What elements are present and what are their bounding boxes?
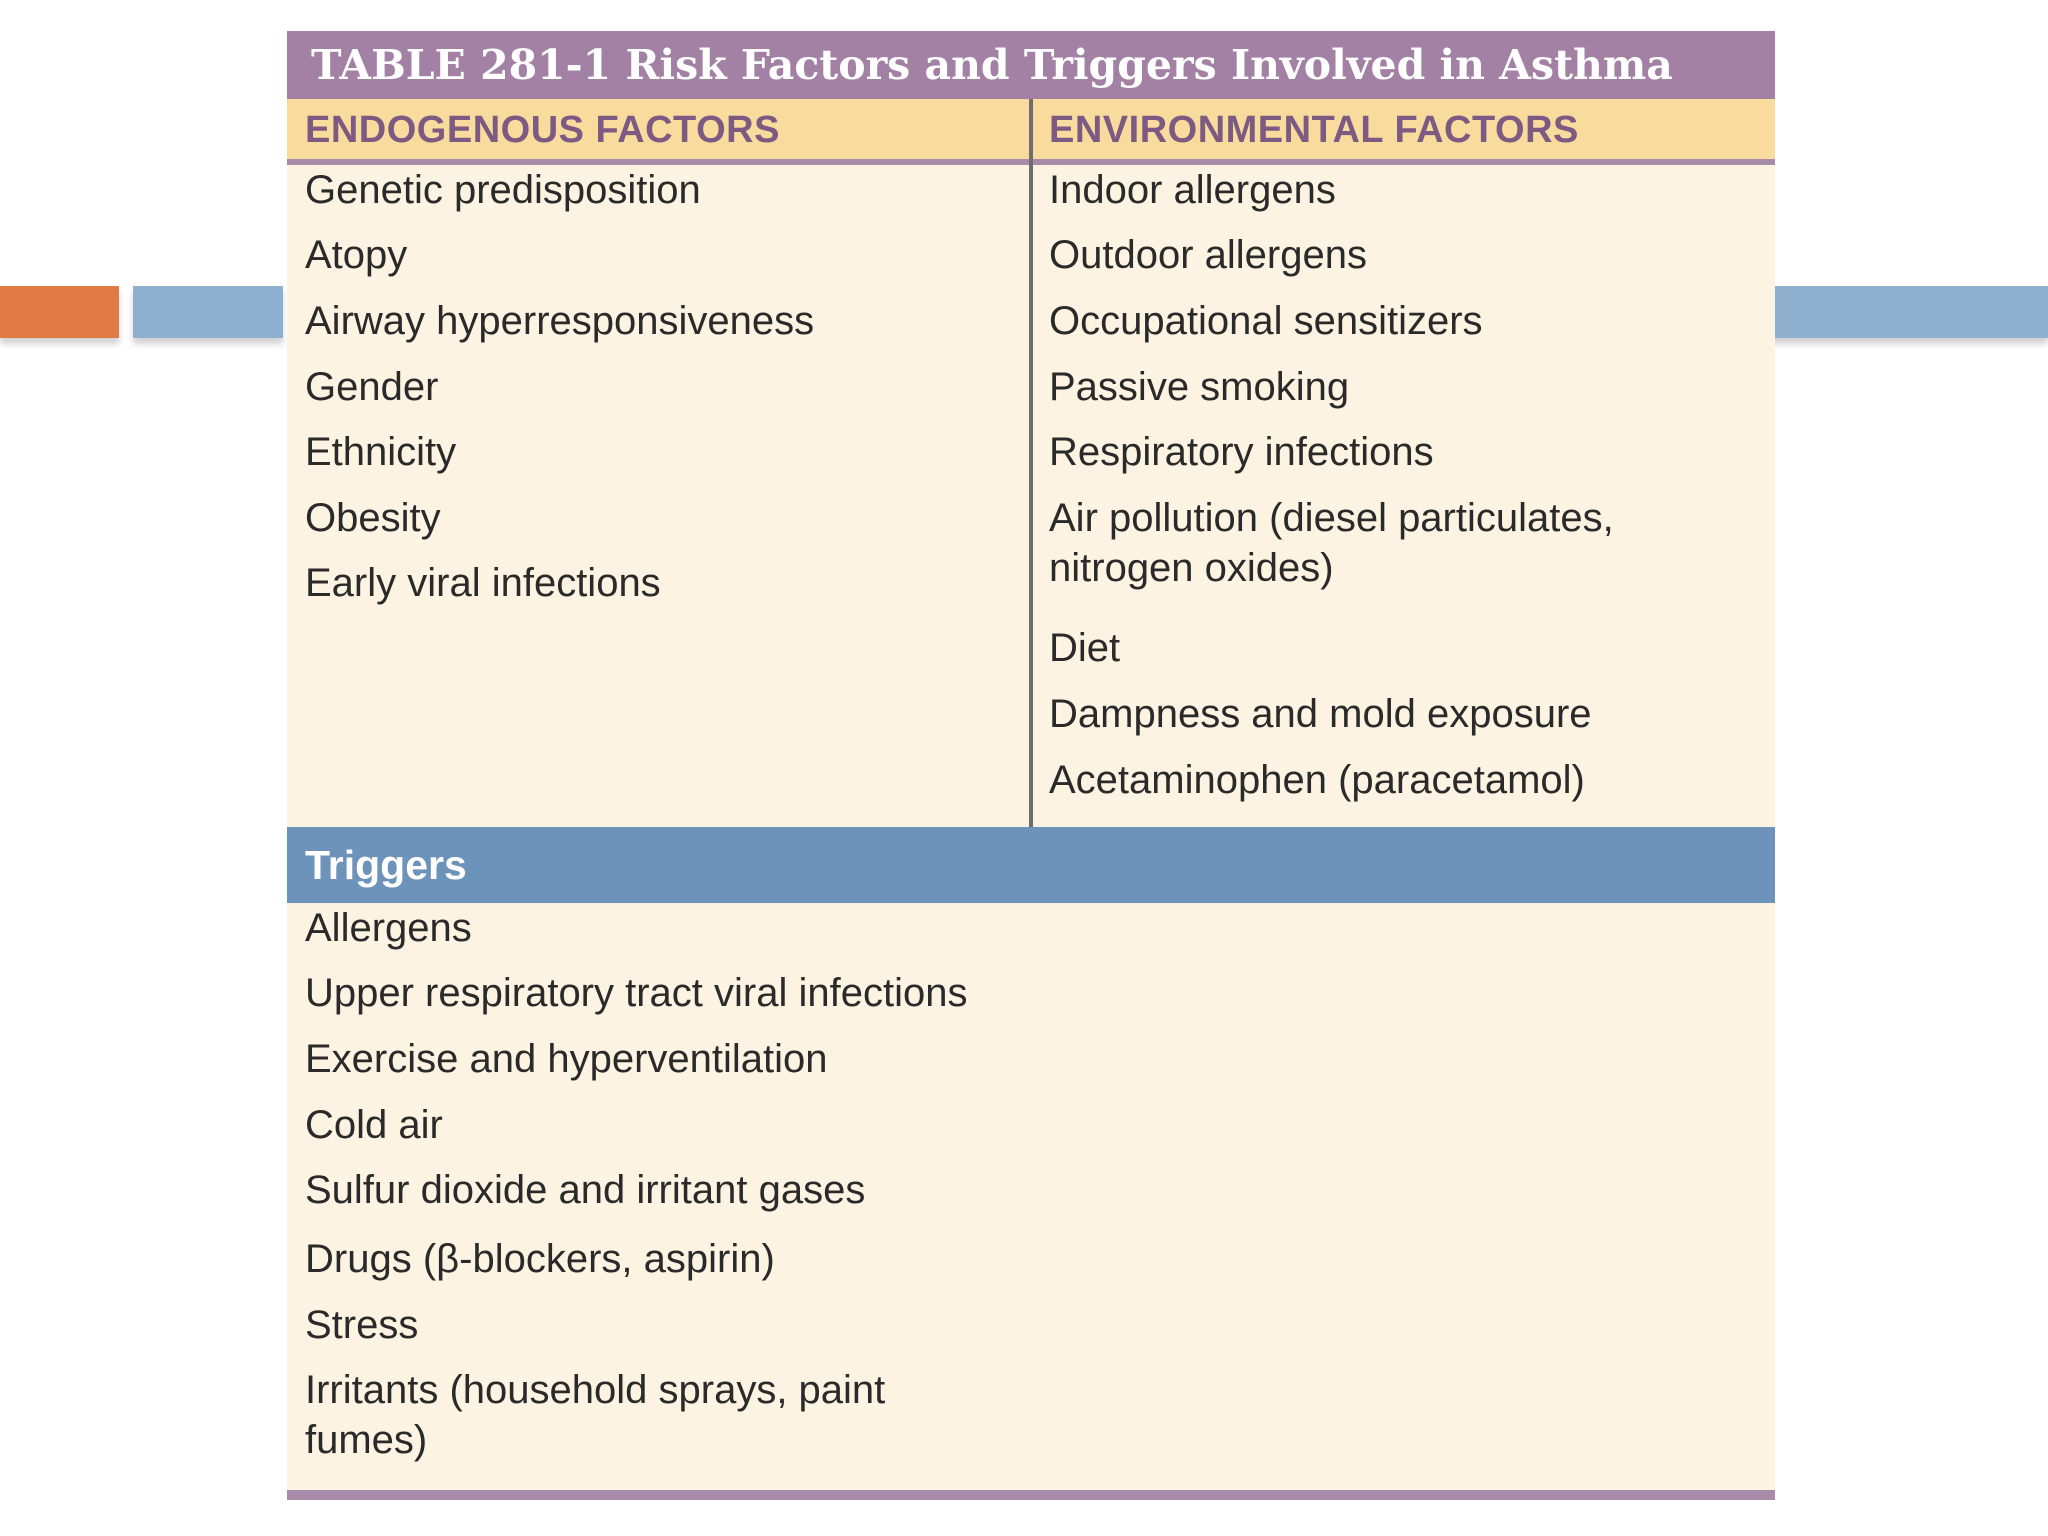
triggers-header: Triggers bbox=[287, 827, 1775, 903]
list-item: Air pollution (diesel particulates, nitrogen oxides) bbox=[1049, 496, 1614, 590]
list-item: Stress bbox=[305, 1303, 419, 1347]
list-item: Obesity bbox=[305, 496, 441, 540]
list-item: Respiratory infections bbox=[1049, 430, 1434, 474]
list-item: Dampness and mold exposure bbox=[1049, 692, 1592, 736]
list-item: Occupational sensitizers bbox=[1049, 299, 1483, 343]
table-title: TABLE 281-1 Risk Factors and Triggers Involved in Asthma bbox=[287, 31, 1775, 99]
list-item: Allergens bbox=[305, 906, 472, 950]
list-item: Outdoor allergens bbox=[1049, 233, 1367, 277]
list-item: Early viral infections bbox=[305, 561, 661, 605]
list-item: Airway hyperresponsiveness bbox=[305, 299, 815, 343]
list-item: Upper respiratory tract viral infections bbox=[305, 971, 968, 1015]
decorative-orange-bar bbox=[0, 286, 119, 338]
list-item: Irritants (household sprays, paint fumes) bbox=[305, 1368, 886, 1462]
decorative-blue-bar-left bbox=[133, 286, 283, 338]
list-item: Indoor allergens bbox=[1049, 168, 1336, 212]
list-item: Atopy bbox=[305, 233, 408, 277]
environmental-factors-header: ENVIRONMENTAL FACTORS bbox=[1049, 109, 1579, 151]
risk-factors-table bbox=[287, 31, 1775, 1500]
list-item: Genetic predisposition bbox=[305, 168, 701, 212]
list-item: Drugs (β-blockers, aspirin) bbox=[305, 1237, 775, 1281]
list-item: Acetaminophen (paracetamol) bbox=[1049, 758, 1585, 802]
list-item: Diet bbox=[1049, 626, 1121, 670]
column-divider bbox=[1029, 99, 1033, 857]
list-item: Exercise and hyperventilation bbox=[305, 1037, 828, 1081]
decorative-blue-bar-right bbox=[1770, 286, 2048, 338]
list-item: Sulfur dioxide and irritant gases bbox=[305, 1168, 866, 1212]
endogenous-factors-header: ENDOGENOUS FACTORS bbox=[305, 109, 780, 151]
list-item: Passive smoking bbox=[1049, 365, 1350, 409]
list-item: Ethnicity bbox=[305, 430, 457, 474]
list-item: Gender bbox=[305, 365, 439, 409]
table-bottom-rule bbox=[287, 1490, 1775, 1500]
list-item: Cold air bbox=[305, 1103, 443, 1147]
